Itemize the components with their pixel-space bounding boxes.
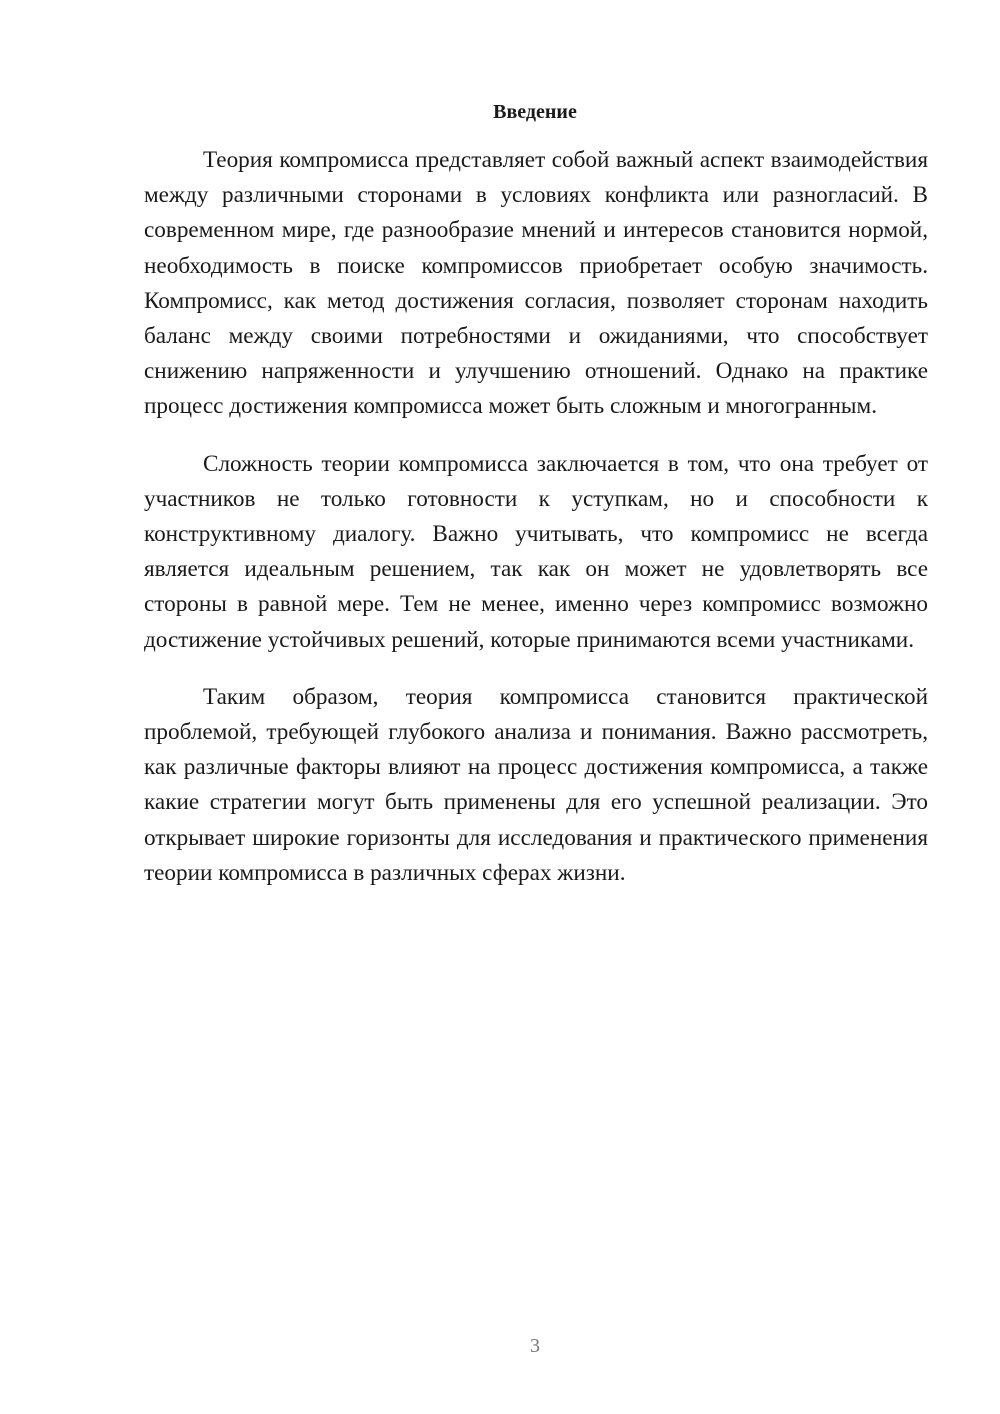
document-body bbox=[144, 143, 928, 913]
paragraph-3: Таким образом, теория компромисса становится практической проблемой, требующей глубокого анализа и понимания. Важно рассмотреть, как различные факторы влияют на процесс достижения компромисса, а также какие стратегии могут быть применены для его успешной реализации. Это открывает широкие горизонты для исследования и практического применения теории компромисса в различных сферах жизни. bbox=[144, 683, 928, 886]
page-number: 3 bbox=[530, 1335, 540, 1357]
paragraph-2: Сложность теории компромисса заключается в том, что она требует от участников не только готовности к уступкам, но и способности к конструктивному диалогу. Важно учитывать, что компромисс не всегда является идеальным решением, так как он может не удовлетворять все стороны в равной мере. Тем не менее, именно через компромисс возможно достижение устойчивых решений, которые принимаются всеми участниками. bbox=[144, 450, 928, 653]
paragraph-1: Теория компромисса представляет собой важный аспект взаимодействия между различными сторонами в условиях конфликта или разногласий. В современном мире, где разнообразие мнений и интересов становится нормой, необходимость в поиске компромиссов приобретает особую значимость. Компромисс, как метод достижения согласия, позволяет сторонам находить баланс между своими потребностями и ожиданиями, что способствует снижению напряженности и улучшению отношений. Однако на практике процесс достижения компромисса может быть сложным и многогранным. bbox=[144, 147, 928, 420]
page-heading: Введение bbox=[493, 101, 577, 123]
